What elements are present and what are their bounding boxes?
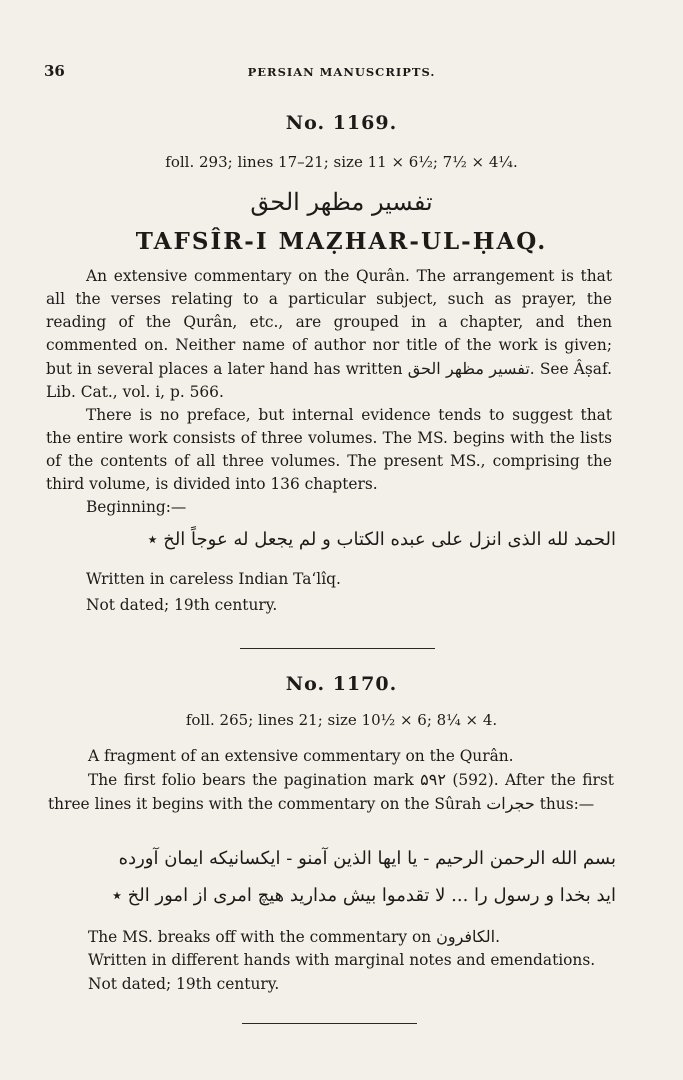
folio-paragraph xyxy=(48,768,614,816)
pagination-mark: ۵۹۲ xyxy=(420,770,446,789)
collation-1169: foll. 293; lines 17–21; size 11 × 6½; 7½ × 4¼. xyxy=(165,153,518,171)
description-1169 xyxy=(46,265,612,519)
entry-number-1169: No. 1169. xyxy=(285,112,398,134)
entry-number-1170: No. 1170. xyxy=(285,673,398,695)
bottom-divider xyxy=(242,1023,417,1024)
running-head: PERSIAN MANUSCRIPTS. xyxy=(247,65,436,79)
arabic-line-1: بسم الله الرحمن الرحیم - یا ایها الذین آمنو - ایکسانیکه ایمان آورده xyxy=(118,848,616,869)
folio-text-mid: (592). After the first three lines it begins with the commentary on the Sûrah xyxy=(48,771,614,813)
arabic-inline-title: تفسیر مظهر الحق xyxy=(407,359,530,378)
description-1170 xyxy=(48,745,614,816)
surah-name: حجرات xyxy=(486,794,535,813)
description-text: An extensive commentary on the Qurân. The arrangement is that all the verses relating to a particular subject, such as prayer, the reading of the Qurân, etc., are grouped in a chapter, and then commented on. Neither name of author nor title of the work is given; but in several places a later hand has written xyxy=(46,267,612,378)
beginning-arabic-1169: الحمد لله الذی انزل علی عبده الکتاب و لم یجعل له عوجاً الخ ٭ xyxy=(147,529,616,550)
description-text-end: . See Âṣaf. Lib. Cat., vol. i, p. 566. xyxy=(46,360,612,401)
collation-1170: foll. 265; lines 21; size 10½ × 6; 8¼ × 4. xyxy=(185,711,498,729)
breaks-off-end: . xyxy=(495,928,500,946)
script-note-1169: Written in careless Indian Ta‘lîq. xyxy=(86,570,341,588)
hands-note: Written in different hands with marginal notes and emendations. xyxy=(88,951,596,969)
date-note-1170: Not dated; 19th century. xyxy=(88,975,280,993)
fragment-paragraph: A fragment of an extensive commentary on the Qurân. xyxy=(88,747,514,765)
evidence-paragraph: There is no preface, but internal evidence tends to suggest that the entire work consists of three volumes. The MS. begins with the lists of the contents of all three volumes. The present MS., comprising the third volume, is divided into 136 chapters. xyxy=(46,406,612,493)
page-number: 36 xyxy=(44,62,65,80)
section-divider xyxy=(240,648,435,649)
beginning-label: Beginning:— xyxy=(86,498,187,516)
folio-text: The first folio bears the pagination mark xyxy=(88,771,414,789)
arabic-line-2: اید بخدا و رسول را ... لا تقدموا بیش مدارید هیچ امری از امور الخ ٭ xyxy=(112,885,616,906)
title-1169: TAFSÎR-I MAẒHAR-UL-ḤAQ. xyxy=(135,228,548,255)
folio-text-end: thus:— xyxy=(539,795,595,813)
breaks-off-note xyxy=(88,927,500,946)
description-paragraph xyxy=(46,265,612,404)
breaks-off-text: The MS. breaks off with the commentary on xyxy=(88,928,432,946)
arabic-title-1169: تفسیر مظهر الحق xyxy=(250,188,433,216)
breaks-off-arabic: الکافرون xyxy=(436,927,496,946)
date-note-1169: Not dated; 19th century. xyxy=(86,596,278,614)
